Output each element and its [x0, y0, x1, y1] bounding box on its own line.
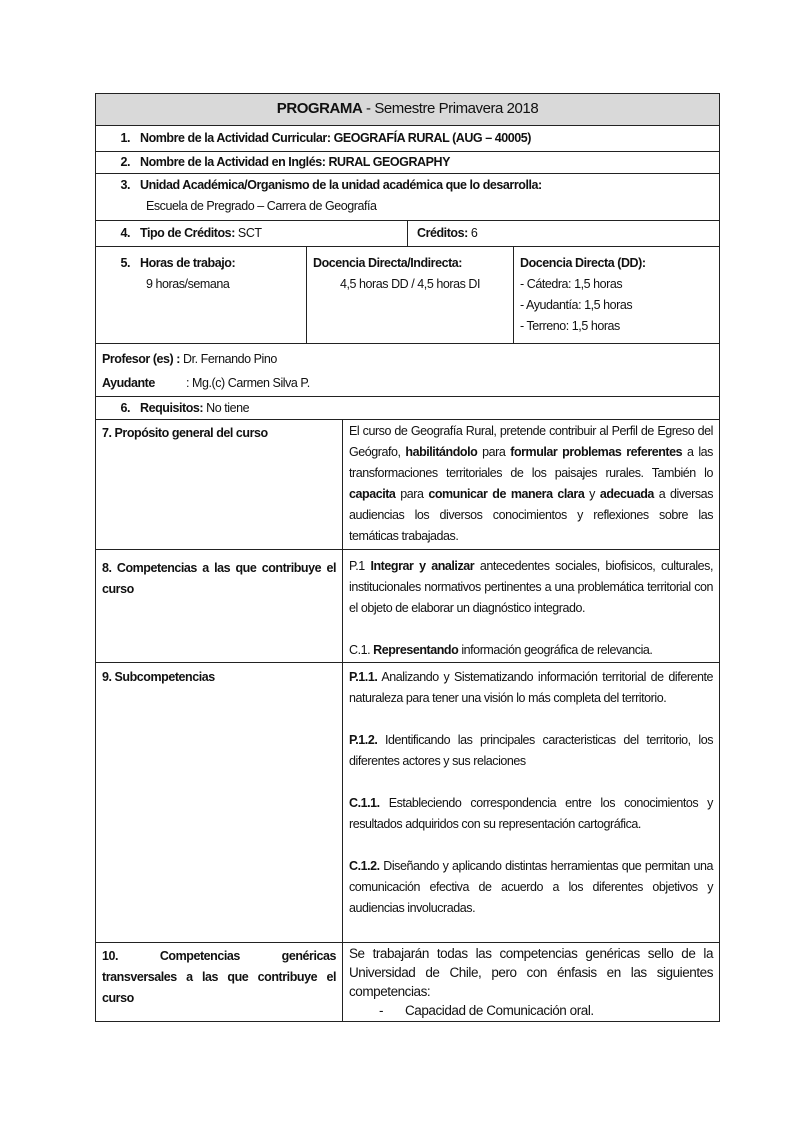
text: Estableciendo correspondencia entre los conocimientos y resultados adquiridos con su representación cartográfica. — [349, 796, 713, 831]
row-activity-name — [96, 125, 719, 151]
field-value: SCT — [234, 226, 262, 240]
text-segment: capacita — [349, 487, 396, 501]
assistant-label: Ayudante — [102, 376, 155, 390]
code: C.1. — [349, 643, 374, 657]
text-segment: a diversas audiencias los diversos conocimientos y reflexiones sobre las temáticas trabajadas. — [349, 487, 713, 543]
professor-label: Profesor (es) : — [102, 352, 180, 366]
field-value: 9 horas/semana — [146, 277, 230, 291]
assistant-value: : Mg.(c) Carmen Silva P. — [186, 376, 310, 390]
field-value: RURAL GEOGRAPHY — [325, 155, 450, 169]
field-label: Nombre de la Actividad en Inglés: — [140, 155, 326, 169]
subcompetency-item — [349, 730, 713, 772]
dd-label: Docencia Directa (DD): — [520, 256, 646, 270]
title-rest: - Semestre Primavera 2018 — [362, 100, 539, 117]
text-segment: adecuada — [599, 487, 654, 501]
text-segment: a las transformaciones territoriales de los paisajes rurales. También lo — [349, 445, 713, 480]
ddi-label: Docencia Directa/Indirecta: — [313, 256, 463, 270]
professor-value: Dr. Fernando Pino — [180, 352, 277, 366]
text-segment: comunicar de manera clara — [428, 487, 585, 501]
text: información geográfica de relevancia. — [458, 643, 653, 657]
text-segment: habilitándolo — [405, 445, 478, 459]
text-segment: para — [395, 487, 429, 501]
item-number: 6. — [120, 401, 130, 415]
code: P.1.1. — [349, 670, 378, 684]
competency-c1 — [349, 640, 713, 661]
generic-text: Se trabajarán todas las competencias genéricas sello de la Universidad de Chile, pero con énfasis en las siguientes competencias: — [349, 946, 713, 999]
text-segment: y — [584, 487, 600, 501]
code: C.1.1. — [349, 796, 380, 810]
field-label: Tipo de Créditos: — [140, 226, 235, 240]
code: P.1 — [349, 559, 371, 573]
row-subcompetencies — [96, 662, 719, 942]
field-label: Requisitos: — [140, 401, 204, 415]
item-number: 2. — [120, 155, 130, 169]
subcompetency-item — [349, 793, 713, 835]
subcompetency-item — [349, 856, 713, 919]
text: Analizando y Sistematizando información territorial de diferente naturaleza para tener una visión lo más completa del territorio. — [349, 670, 713, 705]
row-purpose — [96, 419, 719, 549]
item-number: 5. — [120, 256, 130, 270]
program-title — [96, 94, 719, 125]
title-bold: PROGRAMA — [276, 100, 363, 117]
code: C.1.2. — [349, 859, 380, 873]
row-generic-competencies — [96, 942, 719, 1021]
field-value: Escuela de Pregrado – Carrera de Geografía — [146, 199, 377, 213]
bullet-dash: - — [379, 1003, 384, 1018]
row-requirements — [96, 396, 719, 419]
row-english-name — [96, 151, 719, 173]
dd-item: - Cátedra: 1,5 horas — [520, 277, 623, 291]
text: antecedentes sociales, biofisicos, culturales, institucionales normativos pertinentes a una problemática territorial con el objeto de elaborar un diagnóstico integrado. — [349, 559, 713, 615]
text: Diseñando y aplicando distintas herramientas que permitan una comunicación efectiva de acuerdo a los diferentes objetivos y audiencias involucradas. — [349, 859, 713, 915]
field-label: Nombre de la Actividad Curricular: — [140, 131, 331, 145]
item-number: 1. — [120, 131, 130, 145]
text-segment: para — [477, 445, 511, 459]
field-value: No tiene — [203, 401, 250, 415]
text-segment: El curso de Geografía Rural, pretende contribuir al Perfil de Egreso del Geógrafo, — [349, 424, 713, 459]
program-table — [95, 93, 720, 1022]
text-bold: Integrar y analizar — [370, 559, 475, 573]
field-label: Unidad Académica/Organismo de la unidad académica que lo desarrolla: — [140, 178, 542, 192]
credits-value: 6 — [467, 226, 478, 240]
purpose-text — [342, 420, 719, 549]
text: Identificando las principales caracteristicas del territorio, los diferentes actores y sus relaciones — [349, 733, 713, 768]
row-work-hours — [96, 246, 719, 343]
dd-item: - Ayudantía: 1,5 horas — [520, 298, 633, 312]
row-academic-unit — [96, 173, 719, 220]
competency-p1 — [349, 556, 713, 619]
dd-item: - Terreno: 1,5 horas — [520, 319, 620, 333]
code: P.1.2. — [349, 733, 378, 747]
row-competencies — [96, 549, 719, 662]
field-label: Horas de trabajo: — [140, 256, 236, 270]
item-number: 4. — [120, 226, 130, 240]
item-number: 3. — [120, 178, 130, 192]
row-credit-type — [96, 220, 719, 246]
section-label: 7. Propósito general del curso — [102, 426, 268, 440]
section-label: 8. Competencias a las que contribuye el curso — [102, 561, 336, 596]
text-segment: formular problemas referentes — [510, 445, 683, 459]
subcompetency-item — [349, 667, 713, 709]
section-label: 10. Competencias genéricas transversales a las que contribuye el curso — [102, 949, 336, 1005]
ddi-value: 4,5 horas DD / 4,5 horas DI — [339, 277, 480, 291]
field-value: GEOGRAFÍA RURAL (AUG – 40005) — [330, 131, 531, 145]
bullet-item — [349, 1001, 713, 1020]
text-bold: Representando — [373, 643, 459, 657]
bullet-text: Capacidad de Comunicación oral. — [405, 1003, 594, 1018]
credits-label: Créditos: — [417, 226, 468, 240]
section-label: 9. Subcompetencias — [102, 670, 215, 684]
row-staff — [96, 343, 719, 396]
